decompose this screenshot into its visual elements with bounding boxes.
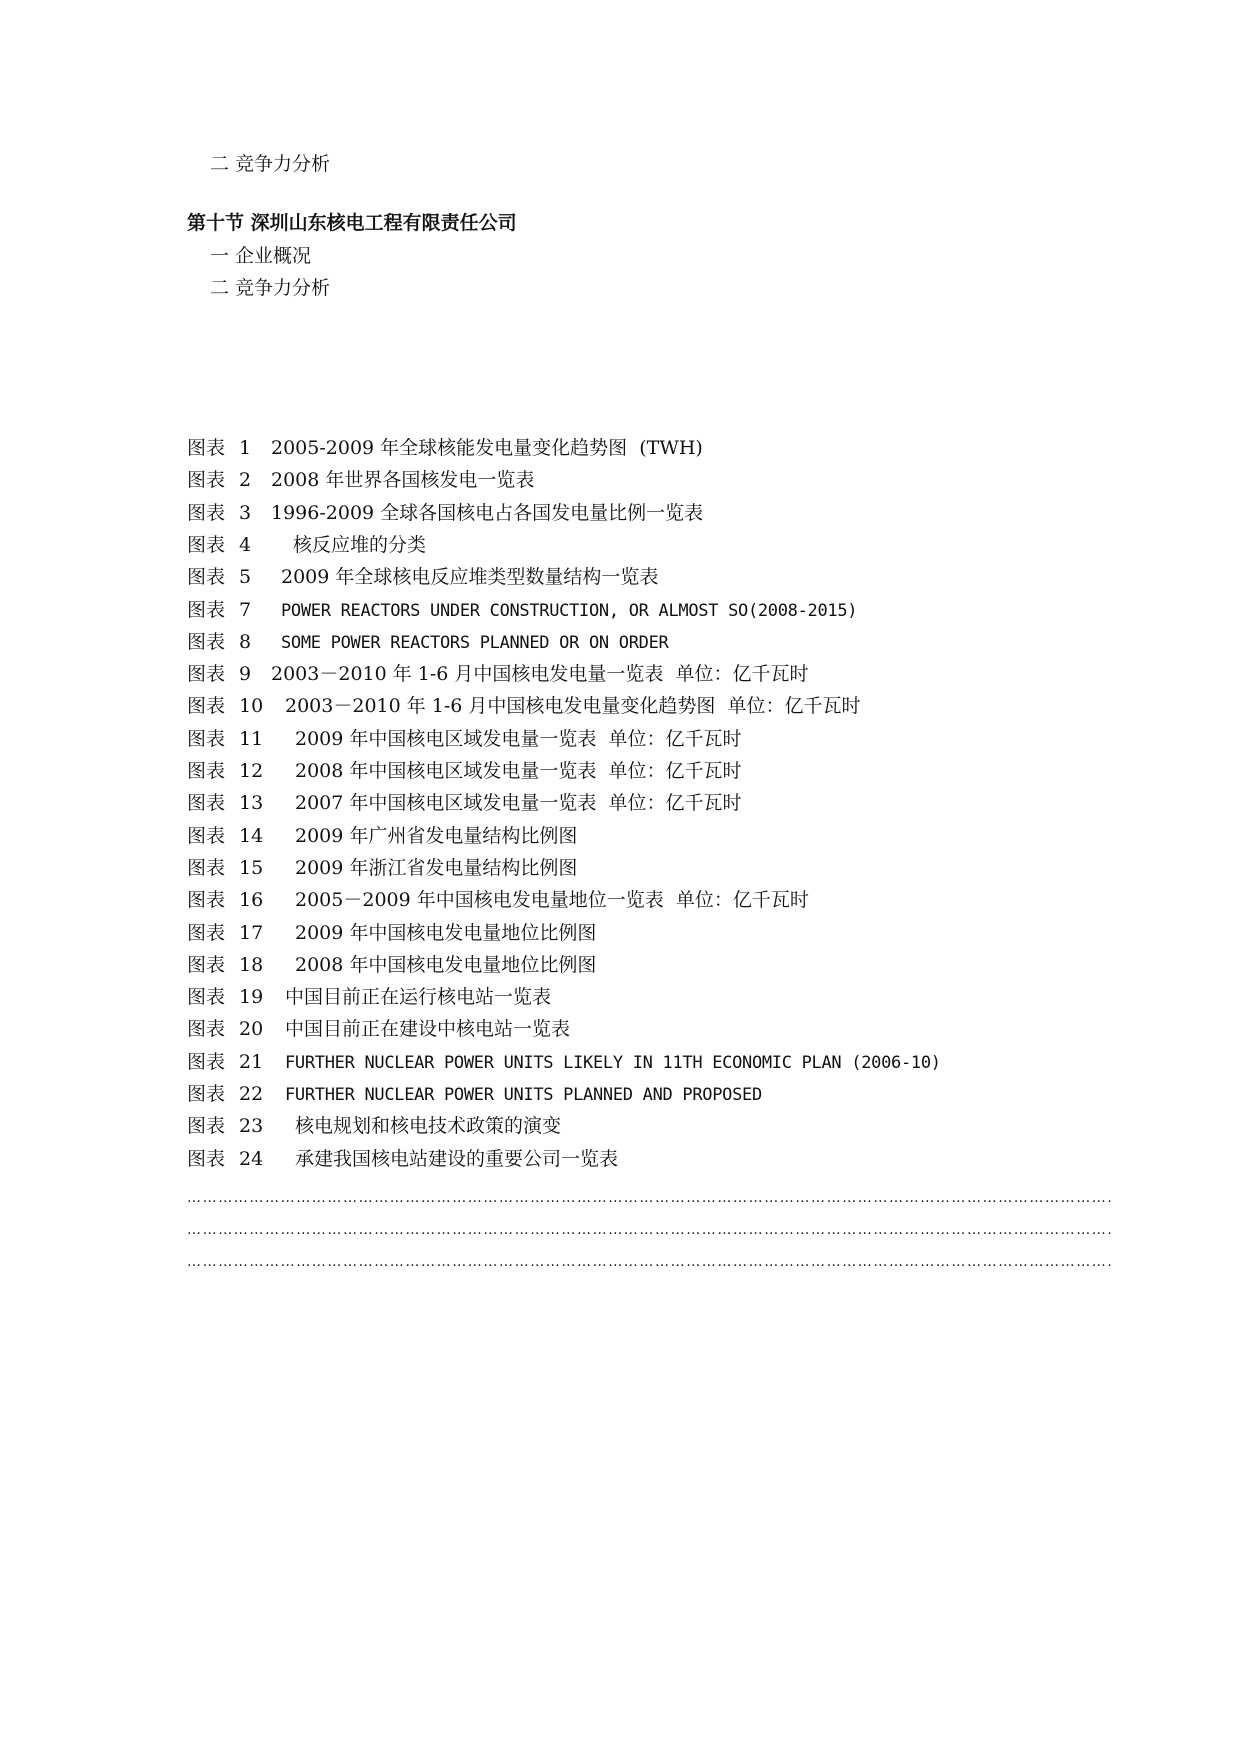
figure-list-item (187, 824, 577, 848)
figure-title: 承建我国核电站建设的重要公司一览表 (295, 1148, 619, 1170)
figure-number: 20 (239, 1018, 264, 1040)
dot-leader-line: ……………………………………………………………………………………………………………………………………………………………. (187, 1190, 1114, 1206)
figure-number: 4 (239, 534, 252, 556)
figure-number: 17 (239, 922, 264, 944)
figure-title: FURTHER NUCLEAR POWER UNITS PLANNED AND PROPOSED (285, 1085, 762, 1105)
figure-list-item (187, 468, 534, 492)
figure-list-item (187, 953, 596, 977)
figure-number: 7 (239, 599, 252, 621)
figure-label: 图表 (187, 825, 226, 847)
figure-list-item (187, 856, 577, 880)
figure-title: 2009 年浙江省发电量结构比例图 (295, 857, 578, 879)
figure-title: 2005－2009 年中国核电发电量地位一览表 单位：亿千瓦时 (295, 889, 809, 911)
figure-label: 图表 (187, 1148, 226, 1170)
figure-list-item (187, 985, 551, 1009)
figure-label: 图表 (187, 599, 226, 621)
figure-label: 图表 (187, 986, 226, 1008)
figure-title: 中国目前正在运行核电站一览表 (285, 986, 552, 1008)
toc-item-company-overview: 一 企业概况 (210, 245, 312, 267)
figure-number: 9 (239, 663, 252, 685)
figure-list-item (187, 759, 741, 783)
figure-number: 19 (239, 986, 264, 1008)
toc-item-competitiveness-analysis: 二 竞争力分析 (210, 153, 331, 175)
figure-title: 2008 年中国核电区域发电量一览表 单位：亿千瓦时 (295, 760, 742, 782)
toc-item-competitiveness-analysis-2: 二 竞争力分析 (210, 277, 331, 299)
figure-label: 图表 (187, 1083, 226, 1105)
figure-list-item (187, 1082, 762, 1107)
figure-list-item (187, 1017, 570, 1041)
figure-label: 图表 (187, 954, 226, 976)
figure-label: 图表 (187, 922, 226, 944)
figure-title: 2009 年广州省发电量结构比例图 (295, 825, 578, 847)
figure-list-item (187, 791, 741, 815)
figure-title: 2008 年世界各国核发电一览表 (271, 469, 535, 491)
figure-label: 图表 (187, 857, 226, 879)
figure-title: 2003－2010 年 1-6 月中国核电发电量一览表 单位：亿千瓦时 (271, 663, 809, 685)
figure-number: 8 (239, 631, 252, 653)
figure-title: 2009 年中国核电发电量地位比例图 (295, 922, 597, 944)
figure-list-item (187, 888, 809, 912)
figure-number: 14 (239, 825, 264, 847)
figure-label: 图表 (187, 760, 226, 782)
figure-label: 图表 (187, 1115, 226, 1137)
figure-title: 2007 年中国核电区域发电量一览表 单位：亿千瓦时 (295, 792, 742, 814)
figure-title: FURTHER NUCLEAR POWER UNITS LIKELY IN 11TH ECONOMIC PLAN (2006-10) (285, 1053, 941, 1073)
figure-title: 2003－2010 年 1-6 月中国核电发电量变化趋势图 单位：亿千瓦时 (285, 695, 861, 717)
figure-list-item (187, 662, 809, 686)
figure-label: 图表 (187, 566, 226, 588)
figure-title: SOME POWER REACTORS PLANNED OR ON ORDER (281, 633, 669, 653)
figure-label: 图表 (187, 1018, 226, 1040)
figure-number: 23 (239, 1115, 264, 1137)
figure-label: 图表 (187, 663, 226, 685)
figure-title: 核电规划和核电技术政策的演变 (295, 1115, 562, 1137)
figure-title: 2005-2009 年全球核能发电量变化趋势图 (TWH) (271, 437, 703, 459)
figure-title: 中国目前正在建设中核电站一览表 (285, 1018, 571, 1040)
figure-number: 15 (239, 857, 264, 879)
figure-number: 1 (239, 437, 252, 459)
figure-label: 图表 (187, 502, 226, 524)
figure-title: 2009 年全球核电反应堆类型数量结构一览表 (281, 566, 659, 588)
figure-number: 13 (239, 792, 264, 814)
figure-title: 2009 年中国核电区域发电量一览表 单位：亿千瓦时 (295, 728, 742, 750)
figure-list-item (187, 598, 857, 623)
figure-number: 5 (239, 566, 252, 588)
figure-number: 10 (239, 695, 264, 717)
figure-title: 核反应堆的分类 (293, 534, 427, 556)
figure-label: 图表 (187, 695, 226, 717)
figure-number: 2 (239, 469, 252, 491)
figure-list-item (187, 921, 596, 945)
figure-label: 图表 (187, 728, 226, 750)
figure-number: 21 (239, 1051, 264, 1073)
figure-number: 18 (239, 954, 264, 976)
dot-leader-line: ……………………………………………………………………………………………………………………………………………………………. (187, 1222, 1114, 1238)
figure-number: 24 (239, 1148, 264, 1170)
figure-list-item (187, 727, 741, 751)
figure-label: 图表 (187, 1051, 226, 1073)
figure-number: 16 (239, 889, 264, 911)
figure-label: 图表 (187, 437, 226, 459)
figure-title: 2008 年中国核电发电量地位比例图 (295, 954, 597, 976)
figure-number: 22 (239, 1083, 264, 1105)
figure-list-item (187, 694, 861, 718)
figure-list-item (187, 533, 426, 557)
figure-number: 11 (239, 728, 264, 750)
figure-list-item (187, 436, 703, 460)
figure-list-item (187, 1147, 618, 1171)
figure-title: POWER REACTORS UNDER CONSTRUCTION, OR ALMOST SO(2008-2015) (281, 601, 858, 621)
figure-label: 图表 (187, 889, 226, 911)
figure-list-item (187, 630, 668, 655)
figure-label: 图表 (187, 469, 226, 491)
figure-list-item (187, 565, 658, 589)
dot-leader-line: ……………………………………………………………………………………………………………………………………………………………. (187, 1254, 1114, 1270)
figure-list-item (187, 501, 703, 525)
section-title: 第十节 深圳山东核电工程有限责任公司 (187, 212, 517, 234)
figure-label: 图表 (187, 631, 226, 653)
figure-list-item (187, 1114, 561, 1138)
figure-label: 图表 (187, 792, 226, 814)
figure-number: 12 (239, 760, 264, 782)
figure-list-item (187, 1050, 941, 1075)
figure-title: 1996-2009 全球各国核电占各国发电量比例一览表 (271, 502, 704, 524)
figure-label: 图表 (187, 534, 226, 556)
figure-number: 3 (239, 502, 252, 524)
